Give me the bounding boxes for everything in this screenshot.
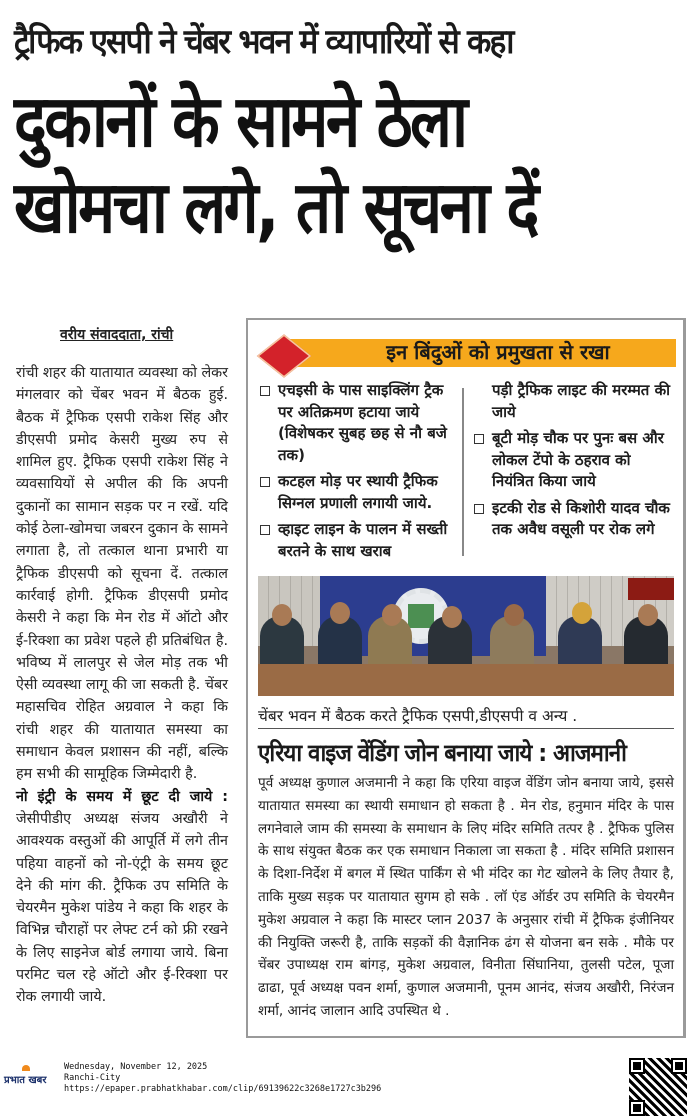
clip-meta xyxy=(64,1062,381,1095)
checkbox-bullet-icon xyxy=(260,386,270,396)
headline-line-1: दुकानों के सामने ठेला xyxy=(14,79,466,163)
checkbox-bullet-icon xyxy=(260,477,270,487)
points-title: इन बिंदुओं को प्रमुखता से रखा xyxy=(386,340,610,364)
points-column-right xyxy=(470,380,670,546)
footer xyxy=(0,1050,699,1120)
photo-caption: चेंबर भवन में बैठक करते ट्रैफिक एसपी,डीएसपी व अन्य . xyxy=(258,707,578,725)
person-head xyxy=(638,604,658,626)
wall-frame xyxy=(628,578,674,600)
byline: वरीय संवाददाता, रांची xyxy=(60,327,174,343)
right-box xyxy=(246,318,686,1038)
points-banner xyxy=(260,335,676,369)
sidebar-story-title: एरिया वाइज वेंडिंग जोन बनाया जाये : आजमानी xyxy=(258,739,627,767)
left-column xyxy=(16,362,228,1009)
clip-edition: Ranchi-City xyxy=(64,1073,121,1083)
points-column-left xyxy=(256,380,456,567)
point-item: एचइसी के पास साइक्लिंग ट्रैक पर अतिक्रमण हटाया जाये (विशेषकर सुबह छह से नौ बजे तक) xyxy=(256,380,456,466)
person-head xyxy=(572,602,592,624)
sidebar-story-body: पूर्व अध्यक्ष कुणाल अजमानी ने कहा कि एरिया वाइज वेंडिंग जोन बनाया जाये, इससे यातायात समस्या का स्थायी समाधान हो सकता है . मेन रोड, हनुमान मंदिर के पास लगनेवाले जाम की समस्या के समाधान के लिए मंदिर समिति तत्पर है . ट्रैफिक पुलिस के साथ संयुक्त बैठक कर एक समाधान निकाला जा सकता है . मंदिर समिति प्रशासन के दिशा-निर्देश में बगल में स्थित पार्किंग से भी मंदिर का गेट खोलने के लिए तैयार है, ताकि मुख्य सड़क पर यातायात सुगम हो सके . लॉ एंड ऑर्डर उप समिति के चेयरमैन मुकेश अग्रवाल ने कहा कि मास्टर प्लान 2037 के अनुसार रांची में ट्रैफिक इंजीनियर की नियुक्ति जरूरी है, ताकि सड़कों की वैज्ञानिक ढंग से योजना बन सके . मौके पर चेंबर उपाध्यक्ष राम बांगड़, मुकेश अग्रवाल, विनीता सिंघानिया, तुलसी पटेल, पूजा ढाढा, पूर्व अध्यक्ष पवन शर्मा, कुणाल अजमानी, पूनम आनंद, संजय अखौरी, निरंजन शर्मा, आनंद जालान आदि उपस्थित थे . xyxy=(258,775,674,1019)
sun-logo-icon xyxy=(22,1065,30,1071)
point-item: बूटी मोड़ चौक पर पुनः बस और लोकल टेंपो के ठहराव को नियंत्रित किया जाये xyxy=(470,428,670,493)
person-head xyxy=(272,604,292,626)
person-head xyxy=(382,604,402,626)
checkbox-bullet-icon xyxy=(474,504,484,514)
brand-logo: प्रभात खबर xyxy=(4,1075,47,1086)
subhead: नो इंट्री के समय में छूट दी जाये : xyxy=(16,788,228,805)
person-head xyxy=(504,604,524,626)
points-list xyxy=(256,380,676,568)
point-item: कटहल मोड़ पर स्थायी ट्रैफिक सिग्नल प्रणाली लगायी जाये. xyxy=(256,471,456,514)
subhead-body: जेसीपीडीए अध्यक्ष संजय अखौरी ने आवश्यक वस्तुओं की आपूर्ति में लगे तीन पहिया वाहनों को नो-एंट्री के समय छूट देने की मांग की. ट्रैफिक उप समिति के चेयरमैन मुकेश पांडेय ने कहा कि शहर के विभिन्न चौराहों पर लेफ्ट टर्न को फ्री रखने के लिए साइनेज बोर्ड लगाया जाये. बिना परमिट चल रहे ऑटो और ई-रिक्शा पर रोक लगायी जाये. xyxy=(16,810,228,1006)
person-head xyxy=(330,602,350,624)
meeting-photo xyxy=(258,576,674,696)
checkbox-bullet-icon xyxy=(260,525,270,535)
person-head xyxy=(442,606,462,628)
clip-date: Wednesday, November 12, 2025 xyxy=(64,1062,208,1072)
checkbox-bullet-icon xyxy=(474,434,484,444)
headline xyxy=(14,78,694,250)
clip-url[interactable]: https://epaper.prabhatkhabar.com/clip/69139622c3268e1727c3b296 xyxy=(64,1084,382,1094)
body-paragraph: रांची शहर की यातायात व्यवस्था को लेकर मंगलवार को चेंबर भवन में बैठक हुई. बैठक में ट्रैफिक एसपी राकेश सिंह और डीएसपी प्रमोद केसरी मुख्य रुप से शामिल हुए. ट्रैफिक एसपी राकेश सिंह ने व्यवसायियों से अपील की कि अपनी दुकानों का सामान सड़क पर न रखें. यदि कोई ठेला-खोमचा जबरन दुकान के सामने लगाता है, तो तत्काल थाना प्रभारी या ट्रैफिक डीएसपी को सूचना दें. तत्काल कार्रवाई होगी. ट्रैफिक डीएसपी प्रमोद केसरी ने कहा कि मेन रोड में ऑटो और ई-रिक्शा का प्रवेश पहले ही प्रतिबंधित है. भविष्य में लालपुर से जेल मोड़ तक भी ऐसी व्यवस्था लागू की जा सकती है. चेंबर महासचिव रोहित अग्रवाल ने कहा कि रांची शहर की यातायात समस्या का समाधान केवल प्रशासन की नहीं, बल्कि हम सभी की सामूहिक जिम्मेदारी है. xyxy=(16,365,228,783)
column-divider xyxy=(462,388,464,556)
qr-code-icon[interactable] xyxy=(629,1058,687,1116)
conference-table xyxy=(258,664,674,696)
caption-rule xyxy=(258,728,674,729)
point-item: इटकी रोड से किशोरी यादव चौक तक अवैध वसूली पर रोक लगे xyxy=(470,498,670,541)
headline-line-2: खोमचा लगे, तो सूचना दें xyxy=(14,165,537,249)
subhead-paragraph xyxy=(16,786,228,1009)
kicker: ट्रैफिक एसपी ने चेंबर भवन में व्यापारियों से कहा xyxy=(14,22,513,62)
point-item-continuation: पड़ी ट्रैफिक लाइट की मरम्मत की जाये xyxy=(492,381,670,421)
point-item: व्हाइट लाइन के पालन में सख्ती बरतने के साथ खराब xyxy=(256,519,456,562)
